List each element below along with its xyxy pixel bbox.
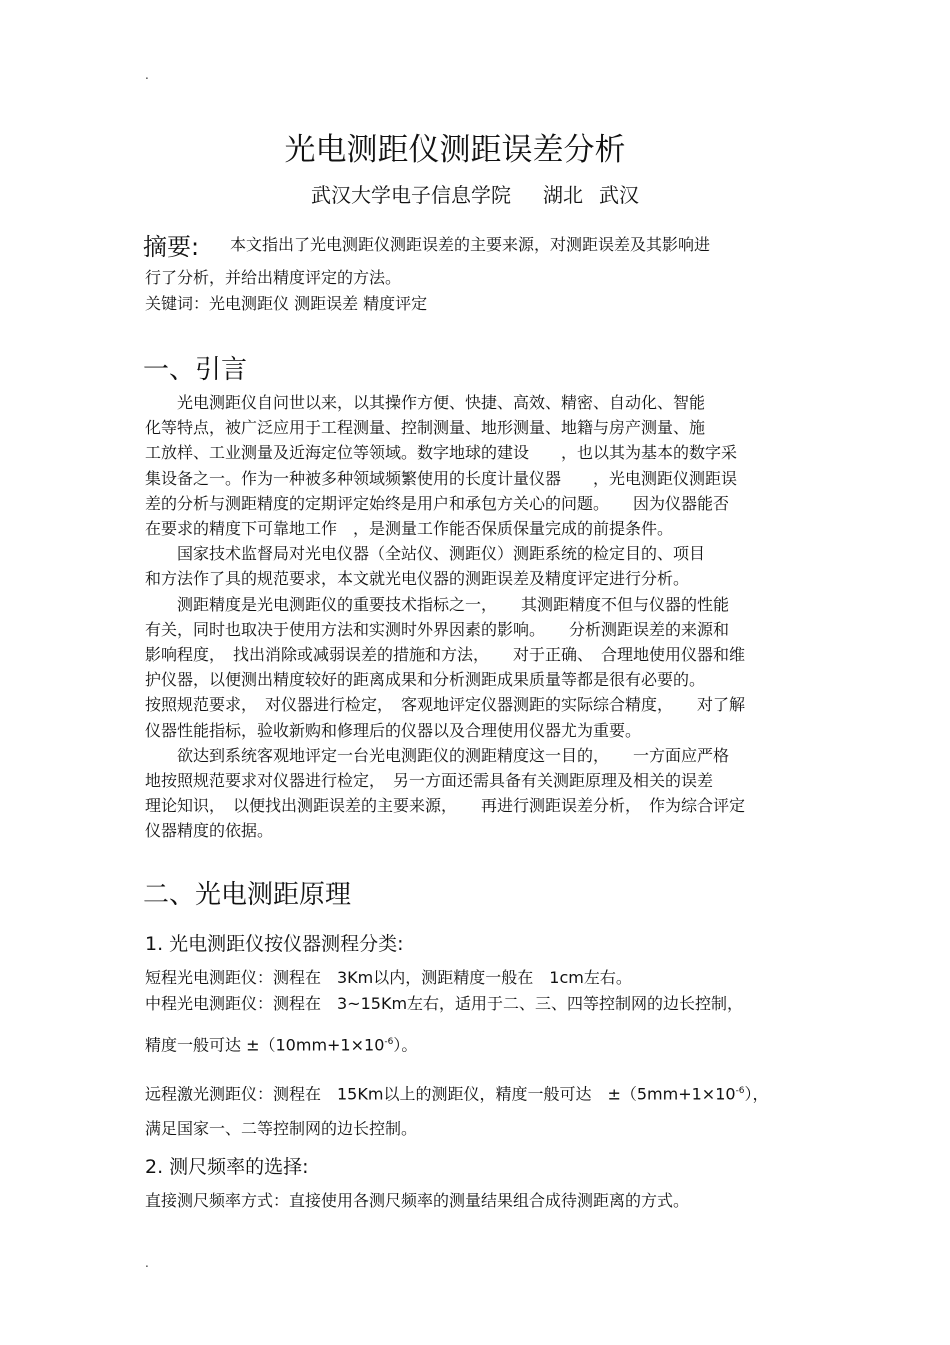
subsection-1-heading: 1. 光电测距仪按仪器测程分类: <box>145 933 404 955</box>
paragraph-line: 仪器精度的依据。 <box>145 821 274 841</box>
paragraph-line: 理论知识， 以便找出测距误差的主要来源， 再进行测距误差分析， 作为综合评定 <box>145 796 746 816</box>
long-range-exponent: -6 <box>735 1086 745 1096</box>
paragraph-line: 影响程度， 找出消除或减弱误差的措施和方法， 对于正确、 合理地使用仪器和维 <box>145 645 746 665</box>
keywords: 关键词：光电测距仪 测距误差 精度评定 <box>145 294 428 313</box>
paragraph-line: 在要求的精度下可靠地工作 ，是测量工作能否保质保量完成的前提条件。 <box>145 519 674 539</box>
affiliation-city: 武汉 <box>599 183 639 207</box>
paragraph-line: 差的分析与测距精度的定期评定始终是用户和承包方关心的问题。 因为仪器能否 <box>145 493 730 513</box>
paragraph-line: 工放样、工业测量及近海定位等领域。数字地球的建设 ，也以其为基本的数字采 <box>145 443 738 463</box>
paragraph-line: 集设备之一。作为一种被多种领域频繁使用的长度计量仪器 ，光电测距仪测距误 <box>145 468 738 488</box>
section2-heading: 二、光电测距原理 <box>143 880 352 910</box>
paragraph-line: 按照规范要求， 对仪器进行检定， 客观地评定仪器测距的实际综合精度， 对了解 <box>145 695 746 715</box>
mid-precision-exponent: -6 <box>384 1037 394 1047</box>
short-range-line: 短程光电测距仪：测程在 3Km以内，测距精度一般在 1cm左右。 <box>145 968 632 987</box>
paragraph-line: 有关，同时也取决于使用方法和实测时外界因素的影响。 分析测距误差的来源和 <box>145 619 730 639</box>
mid-range-line: 中程光电测距仪：测程在 3~15Km左右，适用于二、三、四等控制网的边长控制， <box>145 994 744 1013</box>
paragraph-line: 仪器性能指标，验收新购和修理后的仪器以及合理使用仪器尤为重要。 <box>145 720 642 740</box>
paragraph-line: 地按照规范要求对仪器进行检定， 另一方面还需具备有关测距原理及相关的误差 <box>145 771 714 791</box>
long-range-line-2: 满足国家一、二等控制网的边长控制。 <box>145 1119 418 1138</box>
paragraph-line: 护仪器，以便测出精度较好的距离成果和分析测距成果质量等都是很有必要的。 <box>145 670 706 690</box>
mid-precision-line <box>145 1030 417 1057</box>
section1-body <box>145 390 805 844</box>
abstract-line-1: 本文指出了光电测距仪测距误差的主要来源，对测距误差及其影响进 <box>230 235 711 254</box>
affiliation <box>0 179 950 208</box>
abstract-label: 摘要: <box>143 233 200 261</box>
mid-precision-text: 精度一般可达 ±（10mm+1×10 <box>145 1035 385 1055</box>
mid-precision-suffix: ）。 <box>393 1035 418 1055</box>
paragraph-line: 测距精度是光电测距仪的重要技术指标之一， 其测距精度不但与仪器的性能 <box>145 594 730 614</box>
long-range-line <box>145 1079 769 1106</box>
section1-heading: 一、引言 <box>143 355 248 385</box>
bottom-marker: . <box>145 1256 149 1270</box>
paragraph-line: 光电测距仪自问世以来，以其操作方便、快捷、高效、精密、自动化、智能 <box>145 393 706 412</box>
affiliation-org: 武汉大学电子信息学院 <box>311 183 511 207</box>
direct-method-line: 直接测尺频率方式：直接使用各测尺频率的测量结果组合成待测距离的方式。 <box>145 1191 690 1210</box>
affiliation-province: 湖北 <box>543 183 583 207</box>
paragraph-line: 和方法作了具的规范要求，本文就光电仪器的测距误差及精度评定进行分析。 <box>145 569 690 589</box>
subsection-2-heading: 2. 测尺频率的选择: <box>145 1156 309 1178</box>
paragraph-line: 欲达到系统客观地评定一台光电测距仪的测距精度这一目的， 一方面应严格 <box>145 745 730 765</box>
paragraph-line: 国家技术监督局对光电仪器（全站仪、测距仪）测距系统的检定目的、项目 <box>145 544 706 564</box>
abstract-line-2: 行了分析，并给出精度评定的方法。 <box>145 268 402 287</box>
document-title: 光电测距仪测距误差分析 <box>284 132 626 168</box>
long-range-suffix: ）， <box>744 1084 769 1104</box>
top-marker: . <box>145 68 149 82</box>
paragraph-line: 化等特点，被广泛应用于工程测量、控制测量、地形测量、地籍与房产测量、施 <box>145 418 706 438</box>
long-range-text: 远程激光测距仪：测程在 15Km以上的测距仪，精度一般可达 ±（5mm+1×10 <box>145 1084 736 1104</box>
